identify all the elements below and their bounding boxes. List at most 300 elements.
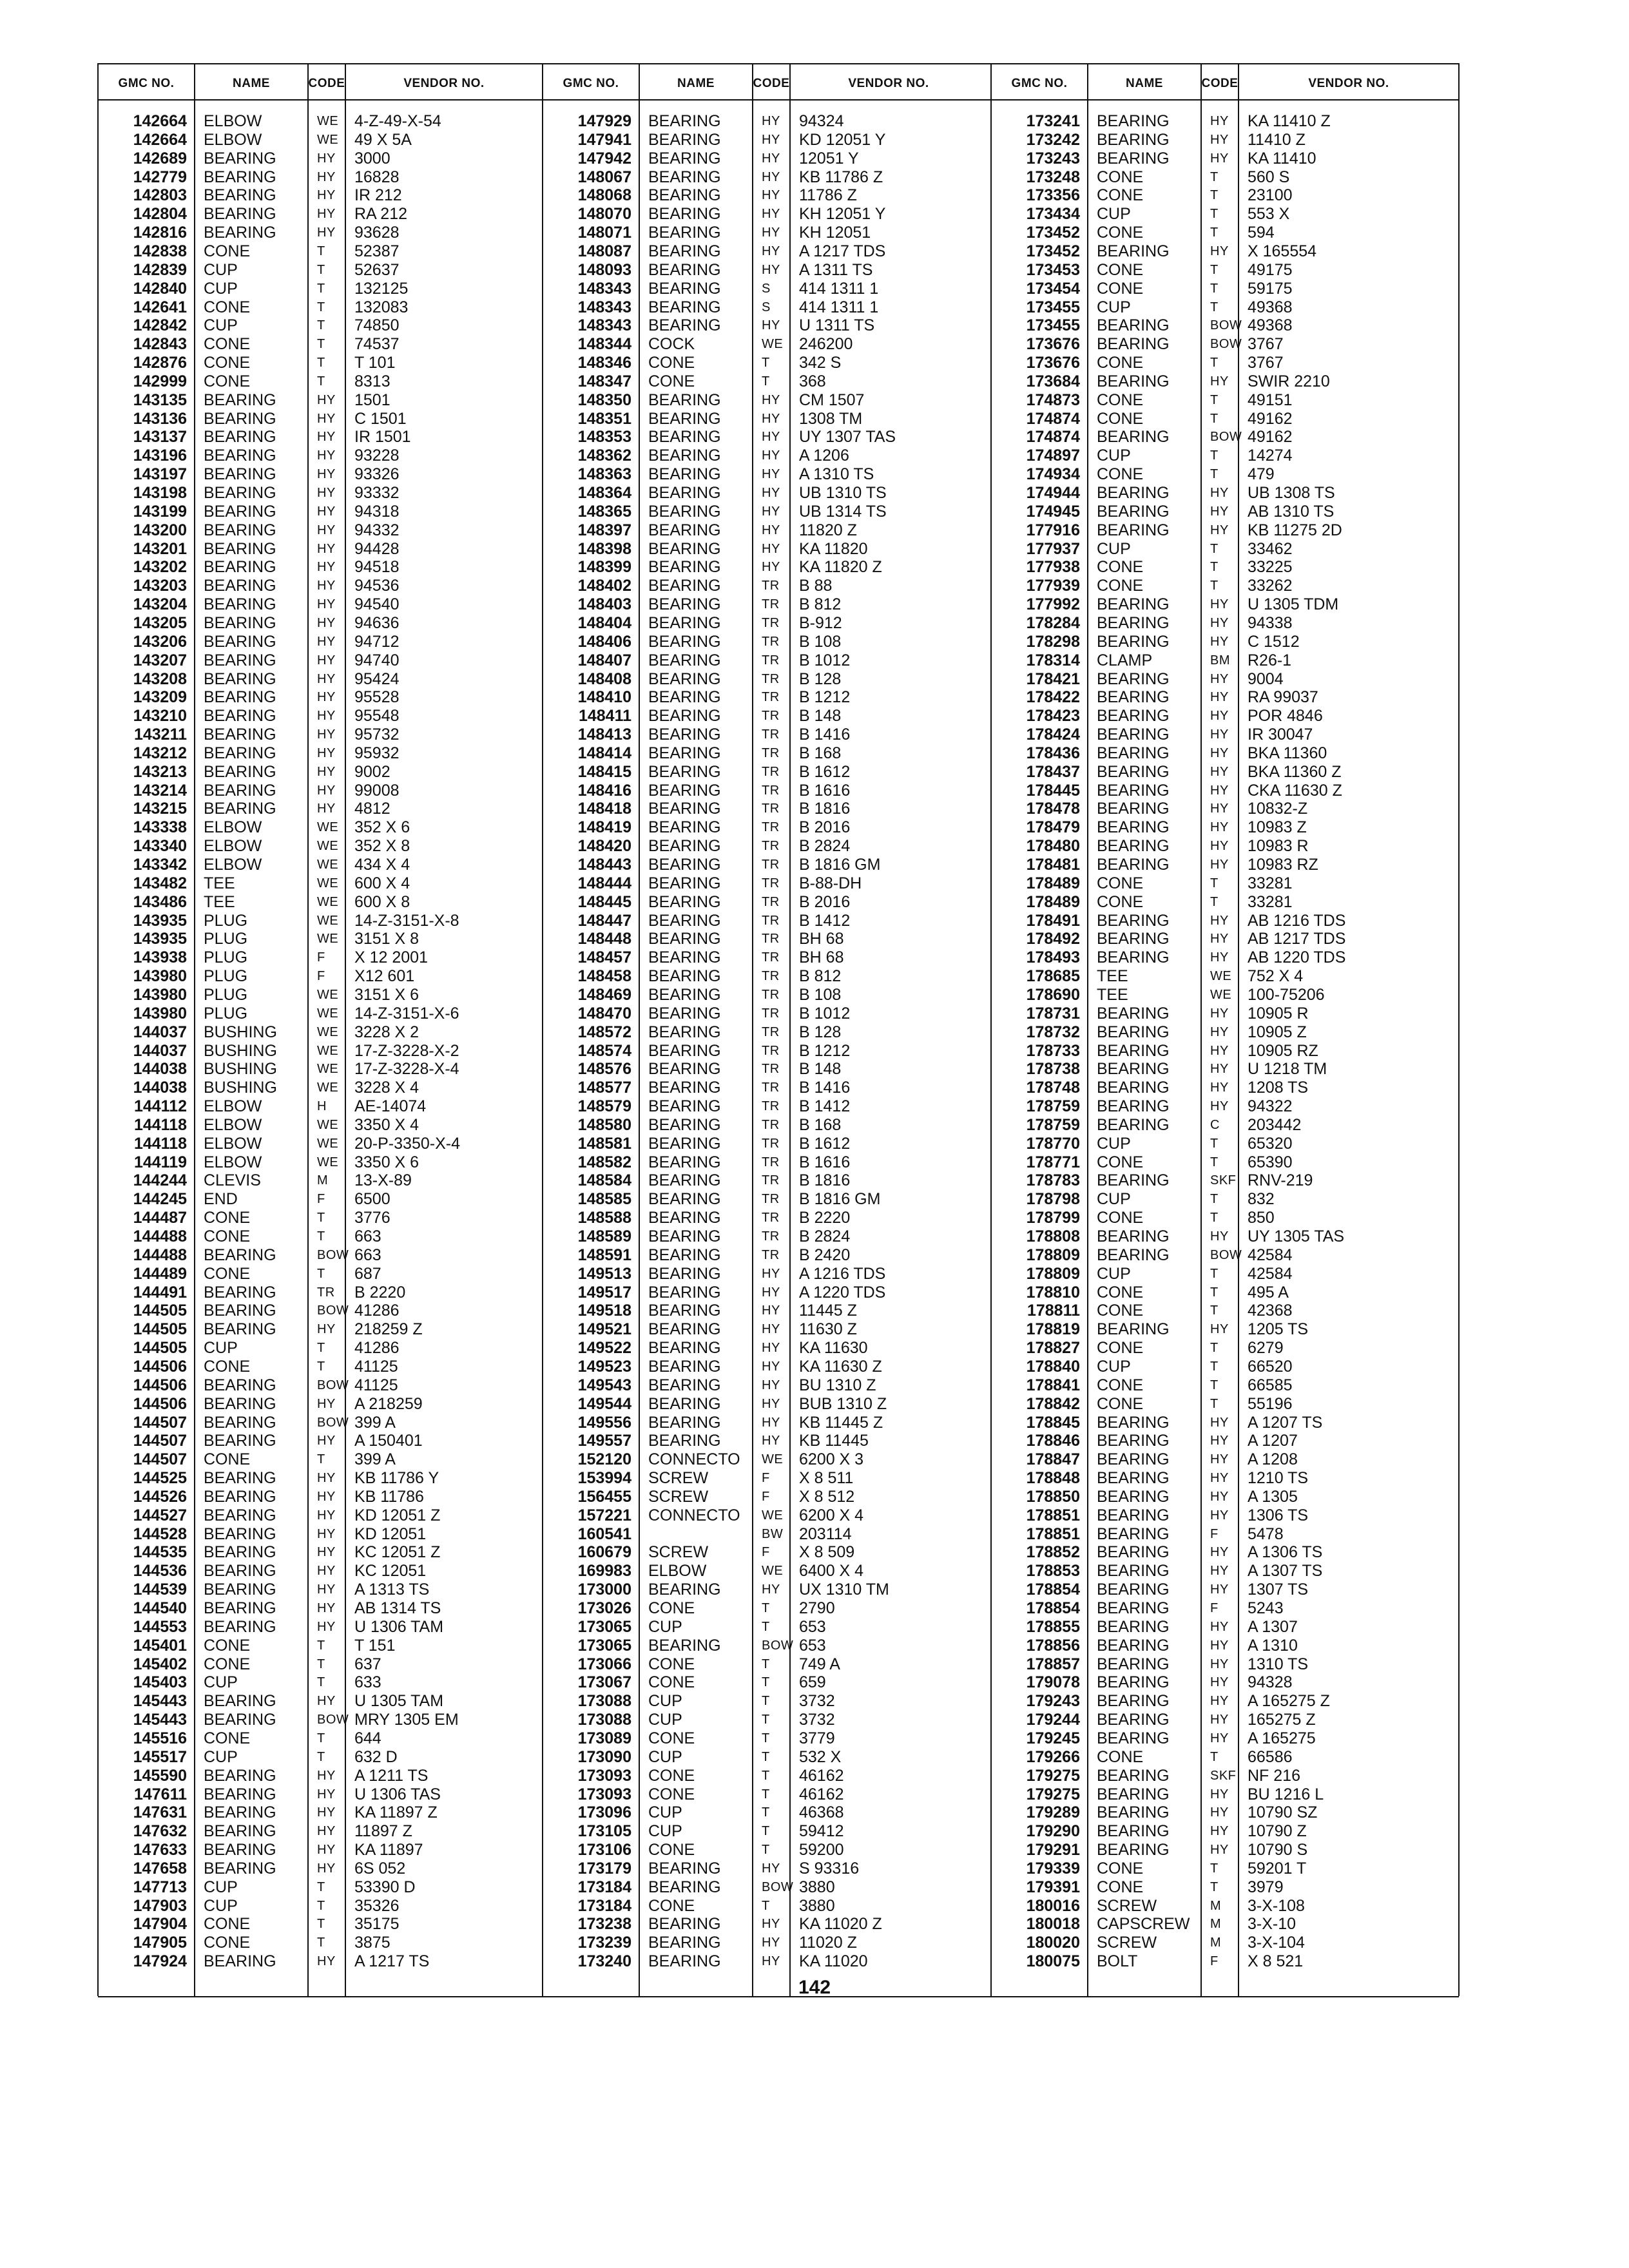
cell-name: CONNECTO <box>648 1450 740 1469</box>
cell-code: HY <box>1210 132 1229 147</box>
cell-name: SCREW <box>1097 1934 1157 1952</box>
cell-gmc: 148408 <box>577 669 631 688</box>
cell-gmc: 143211 <box>133 726 187 744</box>
cell-code: T <box>762 1694 770 1709</box>
cell-gmc: 174873 <box>1026 390 1080 409</box>
cell-code: WE <box>762 1564 784 1579</box>
cell-name: CONE <box>204 335 251 354</box>
cell-gmc: 142664 <box>133 130 187 149</box>
cell-code: HY <box>1210 1619 1229 1634</box>
cell-code: T <box>317 374 325 389</box>
cell-gmc: 179290 <box>1026 1822 1080 1841</box>
cell-name: PLUG <box>204 1004 248 1023</box>
cell-vendor: 95932 <box>354 744 400 762</box>
cell-vendor: 368 <box>799 372 826 390</box>
cell-code: TR <box>762 1043 780 1058</box>
cell-name: TEE <box>204 874 235 892</box>
cell-vendor: 3776 <box>354 1209 390 1227</box>
cell-gmc: 148470 <box>577 1004 631 1023</box>
cell-vendor: 10790 S <box>1248 1841 1308 1860</box>
cell-vendor: A 1208 <box>1248 1450 1298 1469</box>
cell-name: BEARING <box>1097 632 1170 651</box>
cell-vendor: 14-Z-3151-X-8 <box>354 911 459 930</box>
cell-code: HY <box>762 262 780 277</box>
cell-gmc: 147658 <box>133 1859 187 1878</box>
cell-gmc: 178489 <box>1026 874 1080 892</box>
cell-vendor: B-88-DH <box>799 874 862 892</box>
cell-name: SCREW <box>648 1487 709 1506</box>
cell-gmc: 178690 <box>1026 985 1080 1004</box>
cell-name: BEARING <box>648 428 721 447</box>
cell-name: PLUG <box>204 967 248 986</box>
cell-vendor: KB 11445 Z <box>799 1413 883 1432</box>
cell-name: CUP <box>648 1747 682 1766</box>
cell-name: BEARING <box>648 1041 721 1060</box>
cell-name: BUSHING <box>204 1060 277 1079</box>
cell-name: CONE <box>204 1915 251 1934</box>
cell-vendor: KC 12051 <box>354 1562 427 1581</box>
cell-vendor: UX 1310 TM <box>799 1581 889 1599</box>
cell-gmc: 142779 <box>133 168 187 186</box>
cell-vendor: 94740 <box>354 651 400 669</box>
cell-name: BEARING <box>648 1079 721 1097</box>
cell-name: BEARING <box>204 613 276 632</box>
cell-code: T <box>317 318 325 333</box>
cell-name: BEARING <box>1097 1636 1170 1655</box>
cell-gmc: 173096 <box>577 1803 631 1822</box>
cell-code: HY <box>317 634 336 649</box>
cell-code: BOW <box>317 1378 349 1392</box>
cell-vendor: S 93316 <box>799 1859 860 1878</box>
cell-code: HY <box>317 1824 336 1839</box>
cell-name: BEARING <box>1097 1320 1170 1339</box>
cell-gmc: 149544 <box>577 1394 631 1413</box>
cell-gmc: 143215 <box>133 800 187 818</box>
cell-code: TR <box>762 969 780 984</box>
cell-gmc: 148448 <box>577 930 631 948</box>
cell-vendor: BH 68 <box>799 930 844 948</box>
cell-name: BEARING <box>1097 1711 1170 1729</box>
cell-code: HY <box>317 597 336 612</box>
cell-vendor: 687 <box>354 1264 381 1283</box>
cell-gmc: 148406 <box>577 632 631 651</box>
cell-code: T <box>1210 1303 1219 1318</box>
cell-vendor: 52387 <box>354 242 400 260</box>
cell-name: BEARING <box>204 1822 276 1841</box>
cell-vendor: KC 12051 Z <box>354 1543 441 1562</box>
cell-vendor: 94322 <box>1248 1097 1293 1116</box>
cell-gmc: 178284 <box>1026 613 1080 632</box>
cell-vendor: B 1212 <box>799 688 851 707</box>
cell-vendor: 66520 <box>1248 1357 1293 1376</box>
cell-gmc: 144505 <box>133 1302 187 1320</box>
cell-code: TR <box>762 597 780 612</box>
cell-gmc: 148419 <box>577 818 631 837</box>
table-top-border <box>98 63 1459 64</box>
cell-vendor: B 168 <box>799 744 842 762</box>
cell-gmc: 178314 <box>1026 651 1080 669</box>
cell-code: TR <box>762 671 780 686</box>
cell-code: HY <box>1210 727 1229 742</box>
cell-name: BEARING <box>1097 1097 1170 1116</box>
cell-vendor: 11820 Z <box>799 521 857 539</box>
cell-vendor: 3880 <box>799 1878 835 1896</box>
cell-vendor: AB 1217 TDS <box>1248 930 1346 948</box>
cell-vendor: T 151 <box>354 1636 396 1655</box>
parts-table <box>98 63 1459 1996</box>
cell-gmc: 142816 <box>133 224 187 242</box>
cell-name: BEARING <box>1097 688 1170 707</box>
cell-code: T <box>317 1731 325 1745</box>
cell-code: HY <box>762 467 780 482</box>
cell-gmc: 173242 <box>1026 130 1080 149</box>
cell-code: HY <box>1210 690 1229 705</box>
cell-name: CONE <box>204 1934 251 1952</box>
cell-vendor: A 150401 <box>354 1432 423 1450</box>
cell-gmc: 178759 <box>1026 1115 1080 1134</box>
cell-name: BEARING <box>648 967 721 986</box>
cell-vendor: POR 4846 <box>1248 707 1323 726</box>
cell-name: BEARING <box>1097 1060 1170 1079</box>
cell-code: T <box>1210 411 1219 426</box>
cell-gmc: 148344 <box>577 335 631 354</box>
cell-gmc: 147713 <box>133 1878 187 1896</box>
cell-vendor: AE-14074 <box>354 1097 427 1116</box>
cell-name: CAPSCREW <box>1097 1915 1190 1934</box>
cell-name: BEARING <box>204 1394 276 1413</box>
cell-vendor: 637 <box>354 1655 381 1673</box>
cell-gmc: 179289 <box>1026 1803 1080 1822</box>
cell-name: CONE <box>1097 168 1144 186</box>
cell-name: BEARING <box>204 744 276 762</box>
cell-code: T <box>1210 560 1219 575</box>
cell-gmc: 173065 <box>577 1636 631 1655</box>
cell-vendor: 1205 TS <box>1248 1320 1309 1339</box>
cell-name: BEARING <box>648 484 721 502</box>
cell-code: WE <box>317 1043 339 1058</box>
cell-code: T <box>762 1787 770 1802</box>
cell-name: BEARING <box>648 149 721 168</box>
cell-code: HY <box>317 1508 336 1523</box>
cell-gmc: 143213 <box>133 762 187 781</box>
cell-code: HY <box>762 1434 780 1448</box>
cell-name: BEARING <box>648 316 721 335</box>
cell-vendor: 16828 <box>354 168 400 186</box>
cell-vendor: KA 11897 <box>354 1841 423 1860</box>
cell-name: CONE <box>204 1227 251 1245</box>
cell-name: CONE <box>1097 390 1144 409</box>
cell-gmc: 173106 <box>577 1841 631 1860</box>
cell-gmc: 148413 <box>577 726 631 744</box>
cell-vendor: B 2220 <box>799 1209 851 1227</box>
cell-code: T <box>317 1898 325 1913</box>
cell-code: HY <box>317 1805 336 1820</box>
column-rule <box>1238 63 1239 1996</box>
cell-name: CONE <box>1097 892 1144 911</box>
cell-vendor: 94332 <box>354 521 400 539</box>
cell-gmc: 143207 <box>133 651 187 669</box>
cell-code: HY <box>1210 1675 1229 1690</box>
cell-vendor: 399 A <box>354 1413 396 1432</box>
cell-gmc: 144244 <box>133 1171 187 1190</box>
cell-code: HY <box>317 1434 336 1448</box>
cell-code: T <box>762 1675 770 1690</box>
cell-code: T <box>1210 169 1219 184</box>
cell-gmc: 144527 <box>133 1506 187 1524</box>
cell-name: BEARING <box>1097 1562 1170 1581</box>
cell-name: BEARING <box>648 1023 721 1041</box>
cell-name: SCREW <box>1097 1896 1157 1915</box>
cell-vendor: B 1616 <box>799 781 851 800</box>
cell-vendor: 100-75206 <box>1248 985 1325 1004</box>
cell-gmc: 145403 <box>133 1673 187 1692</box>
cell-name: BEARING <box>648 1153 721 1171</box>
cell-name: BEARING <box>1097 428 1170 447</box>
cell-vendor: B 128 <box>799 669 842 688</box>
cell-vendor: 10905 RZ <box>1248 1041 1318 1060</box>
cell-gmc: 173088 <box>577 1711 631 1729</box>
cell-gmc: 152120 <box>577 1450 631 1469</box>
cell-name: BEARING <box>648 521 721 539</box>
cell-vendor: IR 30047 <box>1248 726 1313 744</box>
cell-name: CUP <box>1097 298 1131 316</box>
cell-name: BEARING <box>204 1376 276 1394</box>
cell-code: HY <box>1210 1489 1229 1504</box>
cell-code: T <box>1210 281 1219 296</box>
cell-code: HY <box>1210 1731 1229 1745</box>
cell-vendor: KA 11630 <box>799 1339 868 1358</box>
cell-vendor: 74850 <box>354 316 400 335</box>
cell-gmc: 173239 <box>577 1934 631 1952</box>
column-rule <box>1458 63 1460 1996</box>
cell-name: CONE <box>1097 1376 1144 1394</box>
cell-gmc: 148410 <box>577 688 631 707</box>
cell-vendor: C 1512 <box>1248 632 1300 651</box>
cell-code: T <box>1210 1266 1219 1281</box>
cell-code: T <box>762 1898 770 1913</box>
cell-name: ELBOW <box>204 818 262 837</box>
cell-gmc: 179245 <box>1026 1729 1080 1747</box>
cell-code: T <box>762 1843 770 1858</box>
cell-vendor: A 1310 TS <box>799 465 874 484</box>
cell-code: HY <box>317 802 336 816</box>
cell-code: TR <box>762 802 780 816</box>
cell-code: BOW <box>317 1415 349 1430</box>
cell-gmc: 142840 <box>133 279 187 298</box>
cell-code: HY <box>1210 504 1229 519</box>
cell-vendor: 203114 <box>799 1524 852 1543</box>
cell-code: HY <box>1210 1434 1229 1448</box>
cell-gmc: 149513 <box>577 1264 631 1283</box>
cell-code: HY <box>317 188 336 203</box>
cell-vendor: 3000 <box>354 149 390 168</box>
cell-name: BEARING <box>204 1562 276 1581</box>
cell-name: BUSHING <box>204 1079 277 1097</box>
cell-gmc: 145443 <box>133 1711 187 1729</box>
cell-code: TR <box>762 615 780 630</box>
cell-gmc: 178810 <box>1026 1283 1080 1302</box>
cell-vendor: 6500 <box>354 1190 390 1209</box>
cell-vendor: UB 1308 TS <box>1248 484 1335 502</box>
cell-code: HY <box>762 188 780 203</box>
cell-name: CONE <box>204 354 251 372</box>
cell-gmc: 173026 <box>577 1599 631 1617</box>
cell-gmc: 173676 <box>1026 335 1080 354</box>
cell-name: BEARING <box>1097 484 1170 502</box>
cell-code: TR <box>762 764 780 779</box>
cell-vendor: A 1216 TDS <box>799 1264 886 1283</box>
cell-vendor: 1307 TS <box>1248 1581 1309 1599</box>
cell-code: T <box>317 1917 325 1932</box>
cell-vendor: 93332 <box>354 484 400 502</box>
cell-code: T <box>762 1601 770 1615</box>
cell-gmc: 148363 <box>577 465 631 484</box>
cell-code: T <box>317 1879 325 1894</box>
cell-vendor: 3-X-108 <box>1248 1896 1305 1915</box>
cell-name: BEARING <box>204 669 276 688</box>
cell-gmc: 148443 <box>577 856 631 874</box>
cell-name: BEARING <box>204 1245 276 1264</box>
cell-name: BEARING <box>1097 1729 1170 1747</box>
column-rule <box>542 63 543 1996</box>
cell-code: HY <box>1210 1843 1229 1858</box>
cell-vendor: 49162 <box>1248 409 1293 428</box>
cell-gmc: 148068 <box>577 186 631 205</box>
cell-code: HY <box>1210 1694 1229 1709</box>
cell-gmc: 177937 <box>1026 539 1080 558</box>
cell-vendor: T 101 <box>354 354 396 372</box>
cell-name: BEARING <box>204 1469 276 1488</box>
cell-name: CONE <box>1097 1747 1144 1766</box>
cell-code: TR <box>762 1117 780 1132</box>
cell-name: BEARING <box>648 1581 721 1599</box>
cell-name: BEARING <box>204 1617 276 1636</box>
cell-vendor: 8313 <box>354 372 390 390</box>
cell-vendor: AB 1216 TDS <box>1248 911 1346 930</box>
cell-gmc: 143486 <box>133 892 187 911</box>
column-rule <box>990 63 992 1996</box>
cell-gmc: 144528 <box>133 1524 187 1543</box>
cell-name: CONE <box>648 1841 695 1860</box>
cell-vendor: 5243 <box>1248 1599 1284 1617</box>
cell-code: TR <box>762 1155 780 1169</box>
cell-code: M <box>317 1173 329 1188</box>
cell-code: BOW <box>317 1713 349 1727</box>
cell-gmc: 143198 <box>133 484 187 502</box>
cell-code: TR <box>762 1081 780 1095</box>
cell-gmc: 143212 <box>133 744 187 762</box>
cell-vendor: 94328 <box>1248 1673 1293 1692</box>
cell-name: CONE <box>1097 577 1144 595</box>
cell-name: CONE <box>1097 260 1144 279</box>
cell-name: CONE <box>1097 354 1144 372</box>
cell-code: T <box>762 1713 770 1727</box>
cell-name: BEARING <box>648 632 721 651</box>
cell-code: F <box>762 1471 770 1486</box>
cell-code: T <box>1210 894 1219 909</box>
cell-name: BEARING <box>204 558 276 577</box>
cell-gmc: 173241 <box>1026 112 1080 130</box>
cell-code: HY <box>317 430 336 445</box>
cell-code: WE <box>317 132 339 147</box>
cell-code: BOW <box>1210 430 1242 445</box>
cell-vendor: 41125 <box>354 1357 398 1376</box>
cell-gmc: 144037 <box>133 1023 187 1041</box>
cell-gmc: 148445 <box>577 892 631 911</box>
cell-code: TR <box>762 820 780 835</box>
cell-vendor: 3979 <box>1248 1878 1284 1896</box>
cell-code: HY <box>317 1526 336 1541</box>
cell-gmc: 147633 <box>133 1841 187 1860</box>
cell-name: BEARING <box>1097 669 1170 688</box>
cell-gmc: 149522 <box>577 1339 631 1358</box>
cell-vendor: 42584 <box>1248 1264 1293 1283</box>
cell-code: HY <box>317 169 336 184</box>
column-header-name: NAME <box>1126 77 1163 90</box>
cell-code: HY <box>762 392 780 407</box>
cell-vendor: B 2824 <box>799 837 851 856</box>
cell-code: HY <box>317 709 336 724</box>
column-header-code: CODE <box>308 77 345 90</box>
cell-gmc: 149557 <box>577 1432 631 1450</box>
cell-vendor: 553 X <box>1248 205 1290 224</box>
cell-code: HY <box>1210 374 1229 389</box>
cell-vendor: 3228 X 2 <box>354 1023 419 1041</box>
cell-vendor: 3350 X 4 <box>354 1115 419 1134</box>
cell-code: HY <box>1210 615 1229 630</box>
cell-code: TR <box>762 894 780 909</box>
cell-vendor: B 1012 <box>799 651 851 669</box>
cell-gmc: 178856 <box>1026 1636 1080 1655</box>
cell-gmc: 173356 <box>1026 186 1080 205</box>
cell-name: BEARING <box>648 948 721 967</box>
cell-code: F <box>1210 1526 1219 1541</box>
cell-name: BEARING <box>204 1302 276 1320</box>
cell-code: M <box>1210 1917 1222 1932</box>
cell-gmc: 144507 <box>133 1413 187 1432</box>
cell-gmc: 178759 <box>1026 1097 1080 1116</box>
cell-name: BEARING <box>1097 1171 1170 1190</box>
cell-gmc: 178685 <box>1026 967 1080 986</box>
cell-vendor: UY 1305 TAS <box>1248 1227 1345 1245</box>
cell-gmc: 148581 <box>577 1134 631 1153</box>
cell-vendor: 11897 Z <box>354 1822 412 1841</box>
cell-gmc: 148364 <box>577 484 631 502</box>
cell-vendor: B 108 <box>799 985 842 1004</box>
cell-gmc: 179266 <box>1026 1747 1080 1766</box>
cell-name: CONE <box>648 1655 695 1673</box>
cell-vendor: 653 <box>799 1617 826 1636</box>
cell-vendor: 653 <box>799 1636 826 1655</box>
cell-vendor: 93228 <box>354 447 400 465</box>
column-header-gmc: GMC NO. <box>118 77 175 90</box>
cell-code: WE <box>317 858 339 872</box>
cell-gmc: 178445 <box>1026 781 1080 800</box>
cell-name: BEARING <box>648 112 721 130</box>
cell-vendor: 10983 RZ <box>1248 856 1318 874</box>
cell-name: ELBOW <box>648 1562 707 1581</box>
cell-code: HY <box>317 392 336 407</box>
cell-gmc: 178847 <box>1026 1450 1080 1469</box>
cell-gmc: 148579 <box>577 1097 631 1116</box>
cell-vendor: A 1220 TDS <box>799 1283 886 1302</box>
cell-code: HY <box>1210 244 1229 258</box>
cell-gmc: 143935 <box>133 930 187 948</box>
cell-code: TR <box>762 1211 780 1225</box>
cell-vendor: 94324 <box>799 112 844 130</box>
cell-name: BEARING <box>204 1283 276 1302</box>
cell-name: BEARING <box>204 1692 276 1711</box>
